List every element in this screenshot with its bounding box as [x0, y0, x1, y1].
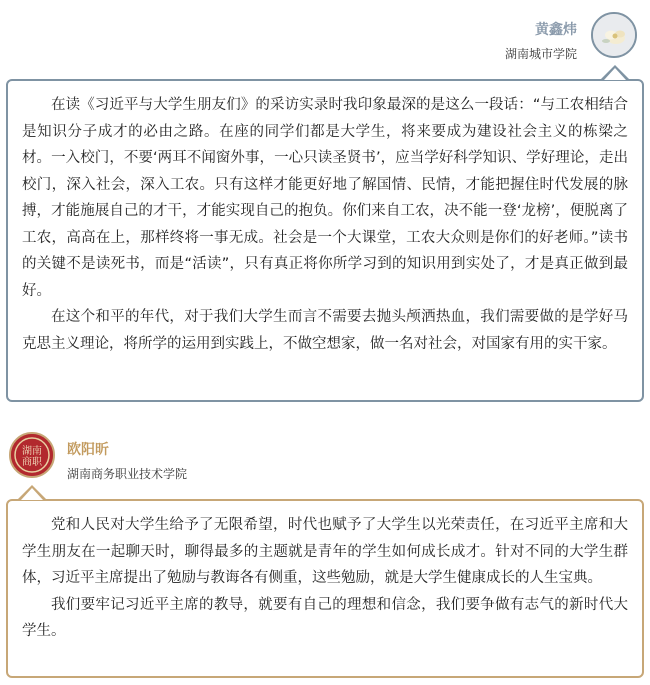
- svg-text:商职: 商职: [22, 457, 42, 468]
- svg-text:湖南: 湖南: [22, 446, 42, 457]
- author-name: 黄鑫炜: [535, 22, 577, 38]
- comment-paragraph: 党和人民对大学生给予了无限希望，时代也赋予了大学生以光荣责任，在习近平主席和大学生朋友在一起聊天时，聊得最多的主题就是青年的学生如何成长成才。针对不同的大学生群体，习近平主席提出了勉励与教诲各有侧重，这些勉励，就是大学生健康成长的人生宝典。: [22, 517, 628, 586]
- comment-card-1: [6, 79, 644, 402]
- author-info-1: [505, 19, 577, 62]
- author-school: 湖南城市学院: [504, 47, 577, 61]
- comment-paragraph: 在读《习近平与大学生朋友们》的采访实录时我印象最深的是这么一段话：“与工农相结合是知识分子成才的必由之路。在座的同学们都是大学生，将来要成为建设社会主义的栋梁之材。一入校门，不要‘两耳不闻窗外事，一心只读圣贤书’，应当学好科学知识、学好理论，走出校门，深入社会，深入工农。只有这样才能更好地了解国情、民情，才能把握住时代发展的脉搏，才能施展自己的才干，才能实现自己的抱负。你们来自工农，决不能一登‘龙榜’，便脱离了工农，高高在上，那样终将一事无成。社会是一个大课堂，工农大众则是你们的好老师。”读书的关键不是读死书，而是“活读”，只有真正将你所学习到的知识用到实处了，才是真正做到最好。: [22, 97, 628, 299]
- flower-photo-icon: [591, 12, 637, 58]
- author-name: 欧阳昕: [67, 442, 109, 458]
- comment-card-2: [6, 499, 644, 678]
- comment-paragraph: 我们要牢记习近平主席的教导，就要有自己的理想和信念，我们要争做有志气的新时代大学生。: [22, 596, 628, 639]
- author-info-2: [67, 439, 187, 482]
- author-school: 湖南商务职业技术学院: [67, 467, 188, 481]
- comment-paragraph: 在这个和平的年代，对于我们大学生而言不需要去抛头颅洒热血，我们需要做的是学好马克思主义理论，将所学的运用到实践上，不做空想家，做一名对社会，对国家有用的实干家。: [22, 309, 628, 352]
- school-seal-logo-icon: [9, 432, 55, 478]
